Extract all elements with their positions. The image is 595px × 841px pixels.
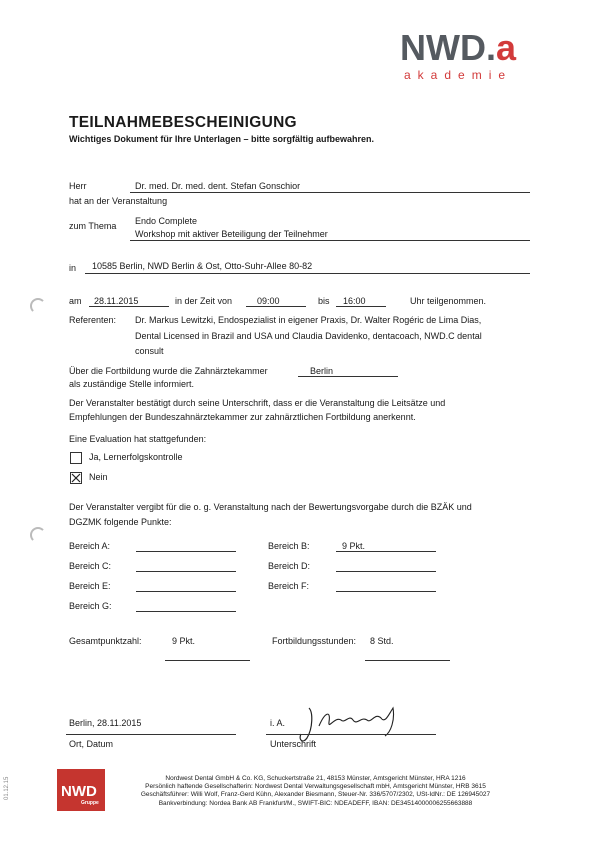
time-tail: Uhr teilgenommen.: [410, 296, 487, 306]
bereich-f-field[interactable]: [336, 591, 436, 592]
footer: [108, 775, 523, 808]
evaluation-no-label: Nein: [89, 472, 108, 482]
date-am-label: am: [69, 296, 82, 306]
footer-line2: Persönlich haftende Gesellschafterin: Nordwest Dental Verwaltungsgesellschaft mbH, Amtsgericht Münster, HRB 3615: [145, 783, 486, 791]
points-intro-line2: DGZMK folgende Punkte:: [69, 517, 172, 527]
stamp-text-main: NWD: [61, 783, 97, 800]
place-date-underline: [66, 734, 236, 735]
referenten-line1: Dr. Markus Lewitzki, Endospezialist in eigener Praxis, Dr. Walter Rogéric de Lima Dias,: [135, 315, 482, 325]
footer-line3: Geschäftsführer: Willi Wolf, Franz-Gerd Kühn, Alexander Biesmann, Steuer-Nr. 336/5707/2302, USt-IdNr.: DE 126945027: [140, 791, 491, 799]
bereich-f-label: Bereich F:: [268, 581, 310, 591]
signature-underline: [266, 734, 436, 735]
location-label: in: [69, 263, 77, 273]
evaluation-question: Eine Evaluation hat stattgefunden:: [69, 434, 207, 444]
time-from-underline: [246, 306, 306, 307]
bereich-g-label: Bereich G:: [69, 601, 112, 611]
statement-line2: Empfehlungen der Bundeszahnärztekammer zur zahnärztlichen Fortbildung anerkennt.: [69, 412, 416, 422]
bereich-a-field[interactable]: [136, 551, 236, 552]
bereich-e-field[interactable]: [136, 591, 236, 592]
kammer-post: als zuständige Stelle informiert.: [69, 379, 195, 389]
event-date: 28.11.2015: [94, 296, 139, 306]
footer-line4: Bankverbindung: Nordea Bank AB Frankfurt/M., SWIFT-BIC: NDEADEFF, IBAN: DE34514000006255663888: [158, 799, 473, 807]
fortbildungsstunden-label: Fortbildungsstunden:: [272, 636, 357, 646]
bereich-c-label: Bereich C:: [69, 561, 112, 571]
time-to: 16:00: [343, 296, 366, 306]
nwd-group-stamp-logo: [57, 769, 105, 811]
time-label: in der Zeit von: [175, 296, 233, 306]
bereich-b-label: Bereich B:: [268, 541, 310, 551]
date-underline: [89, 306, 169, 307]
footer-line1: Nordwest Dental GmbH & Co. KG, Schuckertstraße 21, 48153 Münster, Amtsgericht Münster, HRA 1216: [165, 775, 466, 782]
event-note: hat an der Veranstaltung: [69, 196, 168, 206]
kammer-value: Berlin: [310, 366, 334, 376]
page-title: TEILNAHMEBESCHEINIGUNG: [69, 114, 297, 131]
kammer-pre: Über die Fortbildung wurde die Zahnärztekammer: [69, 366, 268, 376]
side-code: 01.12.15: [4, 776, 10, 800]
name-underline: [130, 192, 530, 193]
evaluation-yes-label: Ja, Lernerfolgskontrolle: [89, 452, 183, 462]
nwd-logo: [400, 30, 560, 66]
time-bis-label: bis: [318, 296, 330, 306]
time-from: 09:00: [257, 296, 280, 306]
bereich-e-label: Bereich E:: [69, 581, 111, 591]
nwd-logo-mark: [400, 30, 560, 66]
time-to-underline: [336, 306, 386, 307]
gesamtpunktzahl-value: 9 Pkt.: [172, 636, 196, 646]
punch-hole-top: [30, 298, 46, 314]
location-underline: [85, 273, 530, 274]
topic-line2: Workshop mit aktiver Beteiligung der Teilnehmer: [135, 229, 328, 239]
referenten-line3: consult: [135, 346, 164, 356]
bereich-c-field[interactable]: [136, 571, 236, 572]
ia-label: i. A.: [270, 718, 286, 728]
place-date-label: Ort, Datum: [69, 739, 114, 749]
gesamtpunktzahl-underline: [165, 660, 250, 661]
logo-sub-text: akademie: [404, 68, 513, 82]
stamp-text-sub: Gruppe: [81, 800, 99, 806]
kammer-underline: [298, 376, 398, 377]
checkmark-x-icon: [71, 473, 81, 483]
referenten-label: Referenten:: [69, 315, 117, 325]
fortbildungsstunden-value: 8 Std.: [370, 636, 394, 646]
punch-hole-bottom: [30, 527, 46, 543]
topic-line1: Endo Complete: [135, 216, 198, 226]
evaluation-yes-checkbox[interactable]: [70, 452, 82, 464]
logo-main-text: NWD.a: [400, 30, 517, 66]
bereich-d-field[interactable]: [336, 571, 436, 572]
page-subtitle: Wichtiges Dokument für Ihre Unterlagen – bitte sorgfältig aufbewahren.: [69, 134, 374, 144]
statement-line1: Der Veranstalter bestätigt durch seine Unterschrift, dass er die Veranstaltung die Leitsätze und: [69, 398, 446, 408]
bereich-d-label: Bereich D:: [268, 561, 311, 571]
evaluation-no-checkbox[interactable]: [70, 472, 82, 484]
bereich-g-field[interactable]: [136, 611, 236, 612]
topic-underline: [130, 240, 530, 241]
points-intro-line1: Der Veranstalter vergibt für die o. g. Veranstaltung nach der Bewertungsvorgabe durch die BZÄK und: [69, 502, 472, 512]
bereich-b-value: 9 Pkt.: [342, 541, 366, 551]
signature-label: Unterschrift: [270, 739, 317, 749]
place-date-value: Berlin, 28.11.2015: [69, 718, 142, 728]
participant-name: Dr. med. Dr. med. dent. Stefan Gonschior: [135, 181, 301, 191]
fortbildungsstunden-underline: [365, 660, 450, 661]
gesamtpunktzahl-label: Gesamtpunktzahl:: [69, 636, 142, 646]
referenten-line2: Dental Licensed in Brazil and USA und Claudia Davidenko, dentacoach, NWD.C dental: [135, 331, 482, 341]
topic-label: zum Thema: [69, 221, 117, 231]
bereich-b-field[interactable]: [336, 551, 436, 552]
salutation-label: Herr: [69, 181, 87, 191]
location-value: 10585 Berlin, NWD Berlin & Ost, Otto-Suhr-Allee 80-82: [92, 261, 313, 271]
bereich-a-label: Bereich A:: [69, 541, 111, 551]
